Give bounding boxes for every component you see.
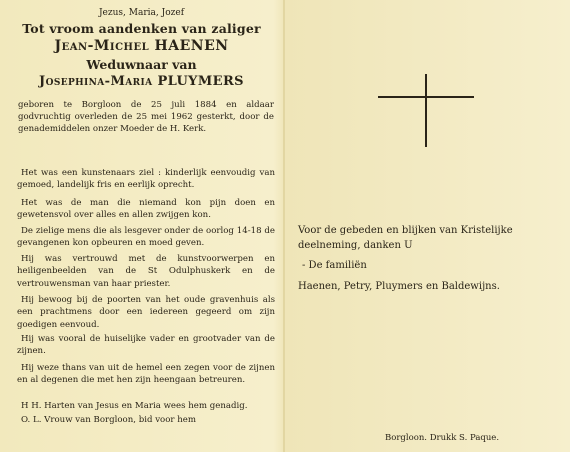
paragraph: Hij was vertrouwd met de kunstvoorwerpen en heiligenbeelden van de St Odulphuskerk en de vertrouwensman van haar priester. bbox=[17, 254, 275, 289]
biography: geboren te Borgloon de 25 juli 1884 en aldaar godvruchtig overleden de 25 mei 1962 gesterkt, door de genademiddelen onzer Moeder de H. Kerk. bbox=[18, 100, 274, 134]
fold-line bbox=[283, 0, 285, 452]
prayer-line: H H. Harten van Jesus en Maria wees hem genadig. bbox=[21, 401, 248, 411]
prayer-line: O. L. Vrouw van Borgloon, bid voor hem bbox=[21, 415, 197, 425]
paragraph: Hij bewoog bij de poorten van het oude gravenhuis als een prachtmens door een iedereen gegeerd om zijn goedigen eenvoud. bbox=[17, 295, 275, 330]
left-panel bbox=[0, 0, 283, 452]
cross-icon bbox=[425, 74, 427, 147]
paragraph: Het was een kunstenaars ziel : kinderlijk eenvoudig van gemoed, landelijk fris en eerlijk oprecht. bbox=[17, 168, 275, 191]
paragraph: Hij was vooral de huiselijke vader en grootvader van de zijnen. bbox=[17, 334, 275, 357]
paragraph: De zielige mens die als lesgever onder de oorlog 14-18 de gevangenen kon opbeuren en moed geven. bbox=[17, 226, 275, 249]
paragraph: Het was de man die niemand kon pijn doen en gewetensvol over alles en allen zwijgen kon. bbox=[17, 198, 275, 221]
deceased-name: Jean-Michel HAENEN bbox=[54, 38, 229, 54]
printer-credit: Borgloon. Drukk S. Paque. bbox=[385, 433, 500, 443]
invocation: Jezus, Maria, Jozef bbox=[98, 8, 185, 18]
marital-status: Weduwnaar van bbox=[86, 57, 197, 72]
thanks-text: deelneming, danken U bbox=[298, 240, 413, 251]
thanks-text: Voor de gebeden en blijken van Kristelijke bbox=[298, 225, 513, 236]
spouse-name: Josephina-Maria PLUYMERS bbox=[39, 74, 244, 89]
cross-icon-bar bbox=[378, 96, 474, 98]
paragraph: Hij weze thans van uit de hemel een zegen voor de zijnen en al degenen die met hen zijn heengaan betreuren. bbox=[17, 363, 275, 386]
memorial-heading: Tot vroom aandenken van zaliger bbox=[22, 21, 261, 36]
families-list: Haenen, Petry, Pluymers en Baldewijns. bbox=[298, 281, 500, 292]
families-label: - De familiën bbox=[302, 260, 367, 271]
